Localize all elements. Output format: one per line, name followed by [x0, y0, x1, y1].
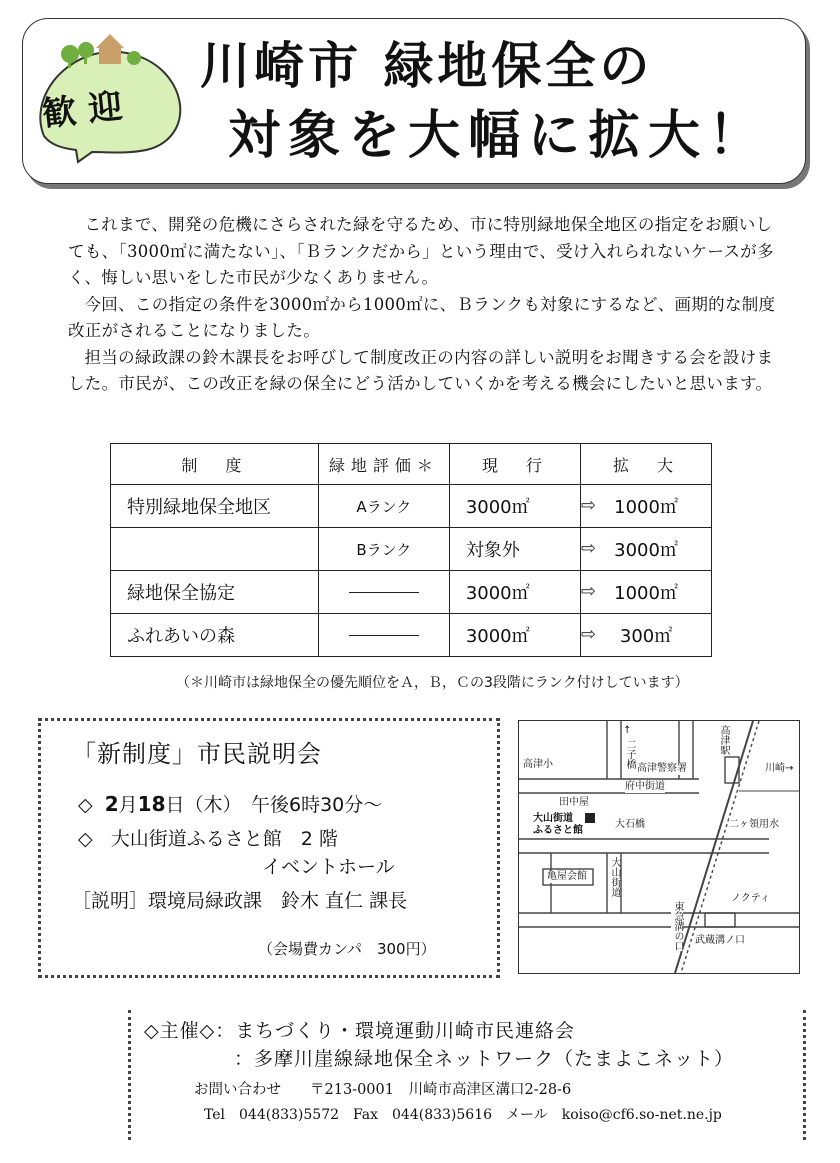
header-current: 現 行 — [449, 444, 580, 485]
map-label-arrow-up: ↑ — [623, 725, 632, 736]
contact-address: お問い合わせ 〒213-0001 川崎市高津区溝口2-28-6 — [194, 1082, 572, 1098]
map-label-kamezen: 亀屋会館 — [547, 871, 587, 882]
date-month-unit: 月 — [118, 794, 138, 816]
arrow-right-icon: ⇨ — [581, 538, 597, 559]
row-current — [449, 485, 597, 528]
row-expanded: 3000㎡ — [581, 528, 712, 571]
map-label-venue-2: ふるさと館 — [533, 825, 583, 836]
row-current-value: 3000㎡ — [465, 626, 530, 647]
row-current — [449, 571, 597, 614]
map-label-nikaryo: 二ヶ領用水 — [729, 819, 779, 830]
header-expanded: 拡 大 — [581, 444, 712, 485]
map-label-takatsu: 高津小 — [523, 759, 553, 770]
date-day: 18 — [137, 792, 166, 816]
map-label-mizonokuchi: 東急溝の口 — [672, 901, 683, 951]
map-drawing — [519, 721, 799, 973]
map-label-kawasaki: 川崎→ — [765, 763, 794, 774]
system-comparison-table — [110, 443, 712, 657]
intro-paragraph-1: これまで、開発の危機にさらされた緑を守るため、市に特別緑地保全地区の指定をお願いしても、「3000㎡に満たない」、「Ｂランクだから」という理由で、受け入れられないケースが多く、悔しい思いをした市民が少なくありません。 — [68, 215, 774, 287]
organizer-2: ：多摩川崖線緑地保全ネットワーク（たまよこネット） — [234, 1048, 735, 1070]
map-label-tanakaya: 田中屋 — [559, 797, 589, 808]
table-row — [111, 614, 712, 657]
organizer-1: ◇主催◇：まちづくり・環境運動川崎市民連絡会 — [144, 1020, 576, 1042]
meeting-venue — [78, 824, 338, 851]
intro-paragraph-3: 担当の緑政課の鈴木課長をお呼びして制度改正の内容の詳しい説明をお聞きする会を設けました。市民が、この改正を緑の保全にどう活かしていくかを考える機会にしたいと思います。 — [68, 347, 774, 393]
date-month: 2 — [104, 792, 119, 816]
map-label-police: 高津警察署 — [637, 763, 687, 774]
header-system: 制 度 — [111, 444, 319, 485]
diamond-bullet-icon: ◇ — [78, 828, 93, 850]
row-current — [449, 528, 597, 571]
venue-map — [518, 720, 800, 974]
table-row — [111, 485, 712, 528]
table-note: （＊川崎市は緑地保全の優先順位をＡ，Ｂ，Ｃの3段階にランク付けしています） — [176, 675, 689, 691]
contact-phone-email: Tel 044(833)5572 Fax 044(833)5616 メール koiso@cf6.so-net.ne.jp — [204, 1107, 722, 1123]
arrow-right-icon: ⇨ — [581, 581, 597, 602]
row-rank: Aランク — [318, 485, 449, 528]
page-title-line1: 川崎市 緑地保全の — [200, 37, 654, 95]
table-header-row — [111, 444, 712, 485]
map-label-venue-1: 大山街道 — [533, 813, 573, 824]
header-rank: 緑地評価＊ — [318, 444, 449, 485]
map-label-takatsu-station: 高津駅 — [718, 725, 729, 755]
map-label-fuchu: 府中街道 — [625, 781, 665, 792]
welcome-label: 歓迎 — [40, 85, 137, 135]
diamond-bullet-icon: ◇ — [78, 794, 93, 816]
map-label-musashi: 武蔵溝ノ口 — [695, 935, 745, 946]
row-current-value: 対象外 — [465, 540, 520, 561]
dash-line — [349, 635, 419, 636]
arrow-right-icon: ⇨ — [581, 495, 597, 516]
map-label-noctie: ノクティ — [731, 893, 770, 904]
meeting-title: 「新制度」市民説明会 — [72, 740, 322, 768]
map-label-oishi: 大石橋 — [615, 819, 645, 830]
intro-paragraph-2: 今回、この指定の条件を3000㎡から1000㎡に、Ｂランクも対象にするなど、画期的な制度改正がされることになりました。 — [68, 294, 776, 340]
row-rank: Bランク — [318, 528, 449, 571]
table-row — [111, 571, 712, 614]
map-label-oyama-kaido: 大山街道 — [609, 857, 620, 897]
row-current-value: 3000㎡ — [465, 497, 530, 518]
venue-marker — [585, 813, 595, 823]
meeting-speaker: ［説明］環境局緑政課 鈴木 直仁 課長 — [72, 890, 408, 912]
arrow-right-icon: ⇨ — [581, 624, 597, 645]
row-expanded: 1000㎡ — [581, 485, 712, 528]
row-current-value: 3000㎡ — [465, 583, 530, 604]
row-system: 緑地保全協定 — [111, 571, 319, 614]
row-system — [111, 528, 319, 571]
row-system: 特別緑地保全地区 — [111, 485, 319, 528]
row-system: ふれあいの森 — [111, 614, 319, 657]
venue-line1: 大山街道ふるさと館 2 階 — [110, 828, 338, 850]
row-expanded: 1000㎡ — [581, 571, 712, 614]
row-expanded: 300㎡ — [581, 614, 712, 657]
table-row — [111, 528, 712, 571]
row-rank — [318, 571, 449, 614]
date-rest: 日（木） 午後6時30分～ — [165, 794, 383, 816]
dash-line — [349, 592, 419, 593]
row-current — [449, 614, 597, 657]
intro-text — [68, 212, 780, 398]
row-rank — [318, 614, 449, 657]
meeting-date — [78, 790, 382, 817]
map-label-futako: 二子橋 — [624, 739, 635, 769]
page-title-line2: 対象を大幅に拡大！ — [228, 106, 769, 166]
venue-line2: イベントホール — [262, 856, 395, 878]
meeting-fee: （会場費カンパ 300円） — [258, 940, 436, 958]
